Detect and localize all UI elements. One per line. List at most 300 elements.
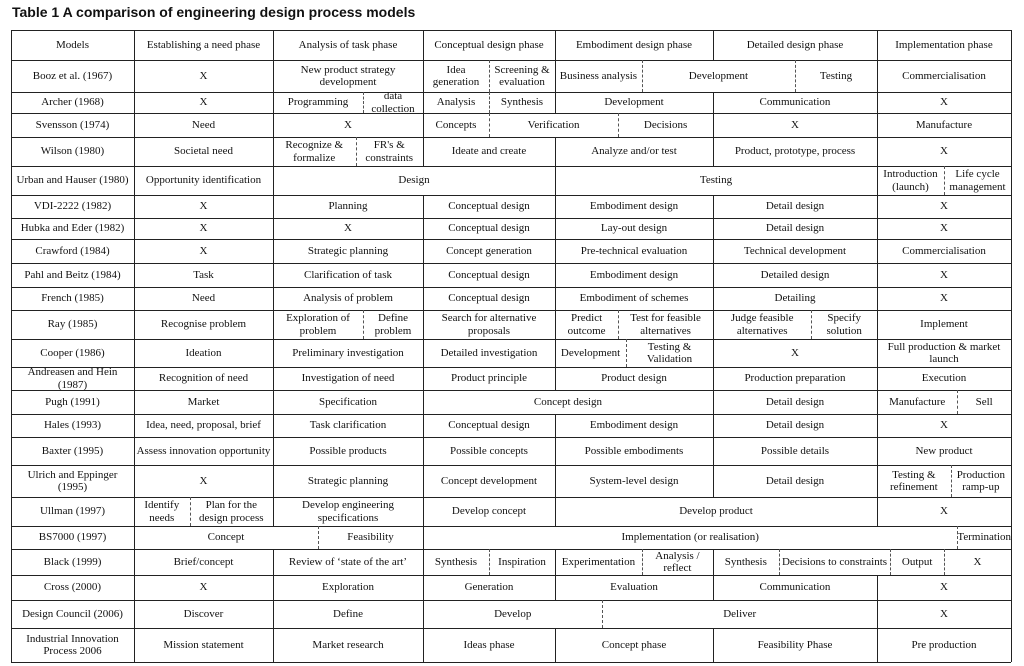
phase-cell: Review of ‘state of the art’ — [288, 555, 408, 568]
model-name: Urban and Hauser (1980) — [16, 174, 129, 187]
phase-cell: Evaluation — [610, 581, 658, 594]
cell-divider — [877, 414, 878, 437]
phase-cell: Production preparation — [744, 372, 846, 385]
cell-divider — [273, 166, 274, 195]
phase-cell: Specify solution — [826, 312, 862, 337]
phase-cell: Output — [901, 555, 933, 568]
phase-cell: Detailed investigation — [440, 346, 538, 359]
cell-divider — [951, 465, 952, 497]
cell-divider — [642, 549, 643, 575]
model-name: Crawford (1984) — [35, 244, 110, 257]
phase-cell: New product — [915, 444, 973, 457]
cell-divider — [877, 218, 878, 239]
cell-divider — [618, 113, 619, 137]
cell-divider — [877, 390, 878, 414]
cell-divider — [877, 575, 878, 600]
model-name: Svensson (1974) — [35, 118, 110, 131]
cell-divider — [713, 549, 714, 575]
phase-cell: X — [940, 268, 948, 281]
phase-cell: Recognize & formalize — [285, 139, 344, 164]
model-name: Cross (2000) — [43, 581, 102, 594]
cell-divider — [190, 497, 191, 526]
cell-divider — [273, 218, 274, 239]
phase-cell: X — [344, 222, 352, 235]
phase-cell: Concept generation — [446, 244, 532, 257]
phase-cell: Generation — [464, 581, 514, 594]
cell-divider — [555, 287, 556, 310]
phase-cell: Product, prototype, process — [734, 145, 856, 158]
cell-divider — [555, 310, 556, 339]
phase-cell: Need — [191, 292, 216, 305]
cell-divider — [713, 390, 714, 414]
phase-cell: Possible concepts — [450, 444, 528, 457]
cell-divider — [713, 30, 714, 60]
phase-cell: X — [940, 200, 948, 213]
phase-cell: Recognise problem — [160, 318, 247, 331]
phase-cell: data collection — [371, 92, 415, 113]
model-name: Ulrich and Eppinger (1995) — [27, 468, 118, 493]
cell-divider — [273, 339, 274, 367]
cell-divider — [318, 526, 319, 549]
cell-divider — [423, 30, 424, 60]
phase-cell: X — [199, 200, 208, 213]
cell-divider — [423, 600, 424, 628]
cell-divider — [877, 497, 878, 526]
model-name: Cooper (1986) — [40, 346, 105, 359]
cell-divider — [423, 60, 424, 92]
cell-divider — [555, 195, 556, 218]
cell-divider — [555, 60, 556, 92]
phase-cell: Manufacture — [889, 395, 946, 408]
phase-cell: Communication — [759, 96, 831, 109]
cell-divider — [877, 137, 878, 166]
phase-cell: Develop engineering specifications — [302, 499, 394, 524]
phase-cell: New product strategy development — [300, 63, 396, 88]
model-name: BS7000 (1997) — [38, 531, 107, 544]
phase-cell: Possible embodiments — [584, 444, 684, 457]
phase-cell: Embodiment design — [589, 200, 679, 213]
cell-divider — [273, 113, 274, 137]
phase-cell: Concept phase — [601, 638, 667, 651]
phase-cell: Task clarification — [309, 419, 387, 432]
cell-divider — [555, 367, 556, 390]
cell-divider — [363, 310, 364, 339]
cell-divider — [713, 465, 714, 497]
cell-divider — [877, 92, 878, 113]
phase-cell: X — [940, 145, 948, 158]
phase-cell: Exploration — [322, 581, 374, 594]
cell-divider — [555, 465, 556, 497]
phase-cell: Development — [560, 346, 621, 359]
phase-cell: X — [199, 69, 208, 82]
cell-divider — [713, 137, 714, 166]
column-header: Models — [56, 38, 89, 51]
cell-divider — [423, 437, 424, 465]
cell-divider — [555, 218, 556, 239]
phase-cell: Analyze and/or test — [591, 145, 677, 158]
phase-cell: Strategic planning — [307, 244, 389, 257]
phase-cell: Feasibility — [347, 531, 394, 544]
row-divider — [11, 662, 1011, 663]
phase-cell: Testing — [819, 69, 853, 82]
cell-divider — [877, 195, 878, 218]
phase-cell: Termination — [957, 531, 1011, 544]
model-name: Pahl and Beitz (1984) — [24, 268, 121, 281]
cell-divider — [273, 390, 274, 414]
cell-divider — [713, 367, 714, 390]
phase-cell: Programming — [287, 96, 349, 109]
phase-cell: FR's & constraints — [365, 139, 414, 164]
phase-cell: Pre-technical evaluation — [580, 244, 688, 257]
cell-divider — [273, 137, 274, 166]
phase-cell: Predict outcome — [567, 312, 606, 337]
phase-cell: Sell — [975, 395, 993, 408]
phase-cell: Develop concept — [451, 505, 527, 518]
phase-cell: Test for feasible alternatives — [630, 312, 701, 337]
cell-divider — [877, 339, 878, 367]
cell-divider — [273, 497, 274, 526]
cell-divider — [1011, 30, 1012, 662]
phase-cell: Product design — [601, 372, 667, 385]
cell-divider — [713, 239, 714, 263]
cell-divider — [877, 465, 878, 497]
cell-divider — [423, 137, 424, 166]
phase-cell: Judge feasible alternatives — [730, 312, 794, 337]
column-header: Conceptual design phase — [434, 38, 544, 51]
phase-cell: X — [791, 118, 799, 131]
phase-cell: Define problem — [374, 312, 412, 337]
phase-cell: Lay-out design — [600, 222, 668, 235]
cell-divider — [555, 30, 556, 60]
cell-divider — [555, 239, 556, 263]
phase-cell: Need — [191, 118, 216, 131]
column-header: Analysis of task phase — [298, 38, 398, 51]
cell-divider — [555, 263, 556, 287]
cell-divider — [642, 60, 643, 92]
model-name: VDI-2222 (1982) — [33, 200, 112, 213]
phase-cell: Specification — [318, 395, 378, 408]
phase-cell: Develop product — [679, 505, 753, 518]
phase-cell: Inspiration — [498, 555, 546, 568]
cell-divider — [713, 628, 714, 662]
cell-divider — [713, 339, 714, 367]
phase-cell: Societal need — [174, 145, 233, 158]
cell-divider — [423, 239, 424, 263]
phase-cell: Idea generation — [432, 63, 480, 88]
cell-divider — [811, 310, 812, 339]
cell-divider — [273, 263, 274, 287]
model-name: Ullman (1997) — [39, 505, 106, 518]
cell-divider — [423, 367, 424, 390]
model-name: Design Council (2006) — [22, 607, 123, 620]
phase-cell: Decisions to constraints — [781, 555, 888, 568]
cell-divider — [273, 287, 274, 310]
cell-divider — [273, 600, 274, 628]
cell-divider — [273, 465, 274, 497]
cell-divider — [273, 549, 274, 575]
phase-cell: Detail design — [765, 395, 825, 408]
phase-cell: Commercialisation — [902, 244, 986, 257]
cell-divider — [944, 549, 945, 575]
phase-cell: Commercialisation — [902, 69, 986, 82]
cell-divider — [957, 390, 958, 414]
model-name: Andreasen and Hein (1987) — [27, 367, 118, 390]
model-name: Ray (1985) — [47, 318, 98, 331]
model-name: Black (1999) — [43, 555, 102, 568]
cell-divider — [555, 166, 556, 195]
cell-divider — [713, 310, 714, 339]
phase-cell: Production ramp-up — [956, 468, 1005, 493]
phase-cell: Detail design — [765, 474, 825, 487]
cell-divider — [423, 628, 424, 662]
table-title: Table 1 A comparison of engineering design process models — [12, 4, 416, 20]
model-name: Baxter (1995) — [41, 444, 104, 457]
cell-divider — [423, 287, 424, 310]
cell-divider — [423, 92, 424, 113]
cell-divider — [423, 414, 424, 437]
phase-cell: Task — [193, 268, 214, 281]
cell-divider — [273, 575, 274, 600]
phase-cell: Implement — [920, 318, 968, 331]
phase-cell: Testing & refinement — [890, 468, 938, 493]
phase-cell: X — [940, 292, 948, 305]
cell-divider — [713, 437, 714, 465]
cell-divider — [713, 218, 714, 239]
cell-divider — [489, 92, 490, 113]
cell-divider — [273, 60, 274, 92]
phase-cell: Full production & market launch — [887, 340, 1001, 365]
phase-cell: Discover — [183, 607, 224, 620]
phase-cell: Conceptual design — [448, 268, 530, 281]
phase-cell: Conceptual design — [448, 419, 530, 432]
cell-divider — [273, 92, 274, 113]
phase-cell: Detailed design — [760, 268, 830, 281]
phase-cell: Assess innovation opportunity — [136, 444, 271, 457]
cell-divider — [555, 575, 556, 600]
cell-divider — [423, 526, 424, 549]
cell-divider — [626, 339, 627, 367]
cell-divider — [555, 414, 556, 437]
phase-cell: Embodiment of schemes — [579, 292, 689, 305]
cell-divider — [618, 310, 619, 339]
phase-cell: Technical development — [743, 244, 847, 257]
phase-cell: X — [199, 222, 208, 235]
cell-divider — [489, 60, 490, 92]
column-header: Establishing a need phase — [146, 38, 261, 51]
phase-cell: Decisions — [643, 118, 688, 131]
phase-cell: Idea, need, proposal, brief — [146, 419, 261, 432]
cell-divider — [713, 575, 714, 600]
cell-divider — [363, 92, 364, 113]
cell-divider — [273, 367, 274, 390]
phase-cell: Analysis — [436, 96, 476, 109]
cell-divider — [877, 600, 878, 628]
cell-divider — [273, 628, 274, 662]
cell-divider — [944, 166, 945, 195]
cell-divider — [555, 628, 556, 662]
cell-divider — [273, 30, 274, 60]
phase-cell: Synthesis — [500, 96, 544, 109]
cell-divider — [713, 287, 714, 310]
phase-cell: Strategic planning — [307, 474, 389, 487]
phase-cell: Concepts — [435, 118, 477, 131]
phase-cell: Introduction (launch) — [883, 168, 938, 193]
phase-cell: Verification — [527, 118, 580, 131]
phase-cell: Analysis / reflect — [655, 549, 700, 574]
phase-cell: Synthesis — [434, 555, 478, 568]
model-name: French (1985) — [41, 292, 104, 305]
phase-cell: Ideation — [185, 346, 222, 359]
cell-divider — [877, 310, 878, 339]
phase-cell: Synthesis — [724, 555, 767, 568]
cell-divider — [713, 92, 714, 113]
cell-divider — [877, 60, 878, 92]
phase-cell: Mission statement — [163, 638, 244, 651]
phase-cell: Embodiment design — [589, 419, 679, 432]
cell-divider — [877, 113, 878, 137]
cell-divider — [423, 465, 424, 497]
phase-cell: Deliver — [723, 607, 757, 620]
phase-cell: X — [940, 581, 948, 594]
phase-cell: Detail design — [765, 222, 825, 235]
phase-cell: Implementation (or realisation) — [621, 531, 759, 544]
phase-cell: X — [973, 555, 982, 568]
phase-cell: Detail design — [765, 419, 825, 432]
phase-cell: Conceptual design — [448, 292, 530, 305]
cell-divider — [877, 239, 878, 263]
cell-divider — [555, 497, 556, 526]
phase-cell: Conceptual design — [448, 200, 530, 213]
phase-cell: Embodiment design — [589, 268, 679, 281]
cell-divider — [273, 239, 274, 263]
cell-divider — [713, 195, 714, 218]
phase-cell: Possible details — [760, 444, 830, 457]
cell-divider — [713, 414, 714, 437]
cell-divider — [555, 549, 556, 575]
cell-divider — [602, 600, 603, 628]
phase-cell: Manufacture — [915, 118, 973, 131]
phase-cell: Analysis of problem — [303, 292, 393, 305]
phase-cell: Define — [333, 607, 363, 620]
phase-cell: X — [344, 118, 352, 131]
phase-cell: Concept — [207, 531, 245, 544]
phase-cell: Feasibility Phase — [757, 638, 833, 651]
model-name: Hubka and Eder (1982) — [20, 222, 125, 235]
cell-divider — [273, 310, 274, 339]
phase-cell: Develop — [494, 607, 532, 620]
column-header: Implementation phase — [895, 38, 993, 51]
cell-divider — [423, 575, 424, 600]
phase-cell: X — [940, 607, 948, 620]
phase-cell: Market research — [312, 638, 384, 651]
phase-cell: Investigation of need — [301, 372, 395, 385]
phase-cell: Recognition of need — [158, 372, 249, 385]
cell-divider — [555, 92, 556, 113]
column-header: Embodiment design phase — [575, 38, 693, 51]
phase-cell: Execution — [921, 372, 967, 385]
phase-cell: Design — [398, 174, 430, 187]
cell-divider — [134, 30, 135, 60]
cell-divider — [890, 549, 891, 575]
phase-cell: Clarification of task — [304, 268, 392, 281]
phase-cell: Conceptual design — [448, 222, 530, 235]
phase-cell: X — [199, 244, 208, 257]
phase-cell: X — [199, 581, 208, 594]
phase-cell: Identify needs — [144, 499, 180, 524]
cell-divider — [877, 437, 878, 465]
phase-cell: Concept design — [533, 395, 603, 408]
phase-cell: Possible products — [309, 444, 387, 457]
phase-cell: X — [940, 96, 948, 109]
cell-divider — [489, 549, 490, 575]
cell-divider — [877, 30, 878, 60]
phase-cell: Exploration of problem — [286, 312, 350, 337]
cell-divider — [273, 195, 274, 218]
cell-divider — [423, 310, 424, 339]
cell-divider — [555, 137, 556, 166]
phase-cell: Screening & evaluation — [494, 63, 550, 88]
phase-cell: Ideate and create — [451, 145, 527, 158]
cell-divider — [423, 218, 424, 239]
phase-cell: Development — [688, 69, 749, 82]
phase-cell: Experimentation — [561, 555, 636, 568]
phase-cell: Search for alternative proposals — [441, 312, 537, 337]
column-header: Detailed design phase — [746, 38, 844, 51]
cell-divider — [423, 497, 424, 526]
cell-divider — [356, 137, 357, 166]
cell-divider — [423, 195, 424, 218]
phase-cell: Market — [187, 395, 220, 408]
phase-cell: X — [791, 346, 799, 359]
cell-divider — [957, 526, 958, 549]
phase-cell: Development — [604, 96, 664, 109]
model-name: Archer (1968) — [41, 96, 104, 109]
phase-cell: Plan for the design process — [199, 499, 264, 524]
cell-divider — [877, 367, 878, 390]
phase-cell: Testing & Validation — [646, 340, 693, 365]
model-name: Hales (1993) — [43, 419, 102, 432]
cell-divider — [555, 339, 556, 367]
cell-divider — [273, 437, 274, 465]
phase-cell: Detail design — [765, 200, 825, 213]
cell-divider — [877, 628, 878, 662]
phase-cell: Life cycle management — [949, 168, 1006, 193]
phase-cell: Business analysis — [559, 69, 638, 82]
cell-divider — [489, 113, 490, 137]
cell-divider — [423, 113, 424, 137]
phase-cell: X — [199, 474, 208, 487]
cell-divider — [877, 287, 878, 310]
cell-divider — [713, 263, 714, 287]
phase-cell: Pre production — [911, 638, 977, 651]
model-name: Pugh (1991) — [45, 395, 100, 408]
phase-cell: Testing — [699, 174, 733, 187]
phase-cell: X — [940, 419, 948, 432]
model-name: Booz et al. (1967) — [32, 69, 113, 82]
phase-cell: Brief/concept — [173, 555, 234, 568]
phase-cell: Communication — [759, 581, 831, 594]
phase-cell: X — [940, 505, 948, 518]
cell-divider — [877, 263, 878, 287]
cell-divider — [555, 437, 556, 465]
model-name: Industrial Innovation Process 2006 — [26, 632, 119, 657]
phase-cell: X — [940, 222, 948, 235]
phase-cell: Detailing — [774, 292, 816, 305]
phase-cell: System-level design — [589, 474, 679, 487]
phase-cell: Ideas phase — [463, 638, 515, 651]
cell-divider — [423, 263, 424, 287]
phase-cell: Product principle — [450, 372, 528, 385]
